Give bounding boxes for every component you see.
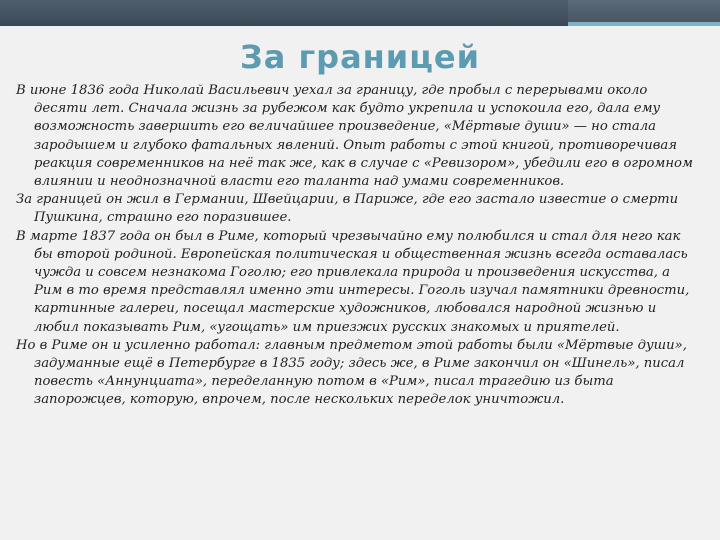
slide-body [16, 82, 702, 410]
paragraph: В июне 1836 года Николай Васильевич уехал за границу, где пробыл с перерывами около десяти лет. Сначала жизнь за рубежом как будто укрепила и успокоила его, дала ему возможность завершить его величайшее произведение, «Мёртвые души» — но стала зародышем и глубоко фатальных явлений. Опыт работы с этой книгой, противоречивая реакция современников на неё так же, как в случае с «Ревизором», убедили его в огромном влиянии и неоднозначной власти его таланта над умами современников. [16, 83, 693, 190]
top-decor-bar [0, 0, 720, 26]
paragraph: За границей он жил в Германии, Швейцарии, в Париже, где его застало известие о смерти Пушкина, страшно его поразившее. [16, 192, 679, 226]
top-accent-line [568, 22, 720, 26]
paragraph: Но в Риме он и усиленно работал: главным предметом этой работы были «Мёртвые души», задуманные ещё в Петербурге в 1835 году; здесь же, в Риме закончил он «Шинель», писал повесть «Аннунциата», переделанную потом в «Рим», писал трагедию из быта запорожцев, которую, впрочем, после нескольких переделок уничтожил. [16, 337, 687, 408]
slide-title: За границей [239, 38, 481, 76]
paragraph: В марте 1837 года он был в Риме, который чрезвычайно ему полюбился и стал для него как бы второй родиной. Европейская политическая и общественная жизнь всегда оставалась чужда и совсем незнакома Гоголю; его привлекала природа и произведения искусства, а Рим в то время представлял именно эти интересы. Гоголь изучал памятники древности, картинные галереи, посещал мастерские художников, любовался народной жизнью и любил показывать Рим, «угощать» им приезжих русских знакомых и приятелей. [16, 228, 690, 335]
